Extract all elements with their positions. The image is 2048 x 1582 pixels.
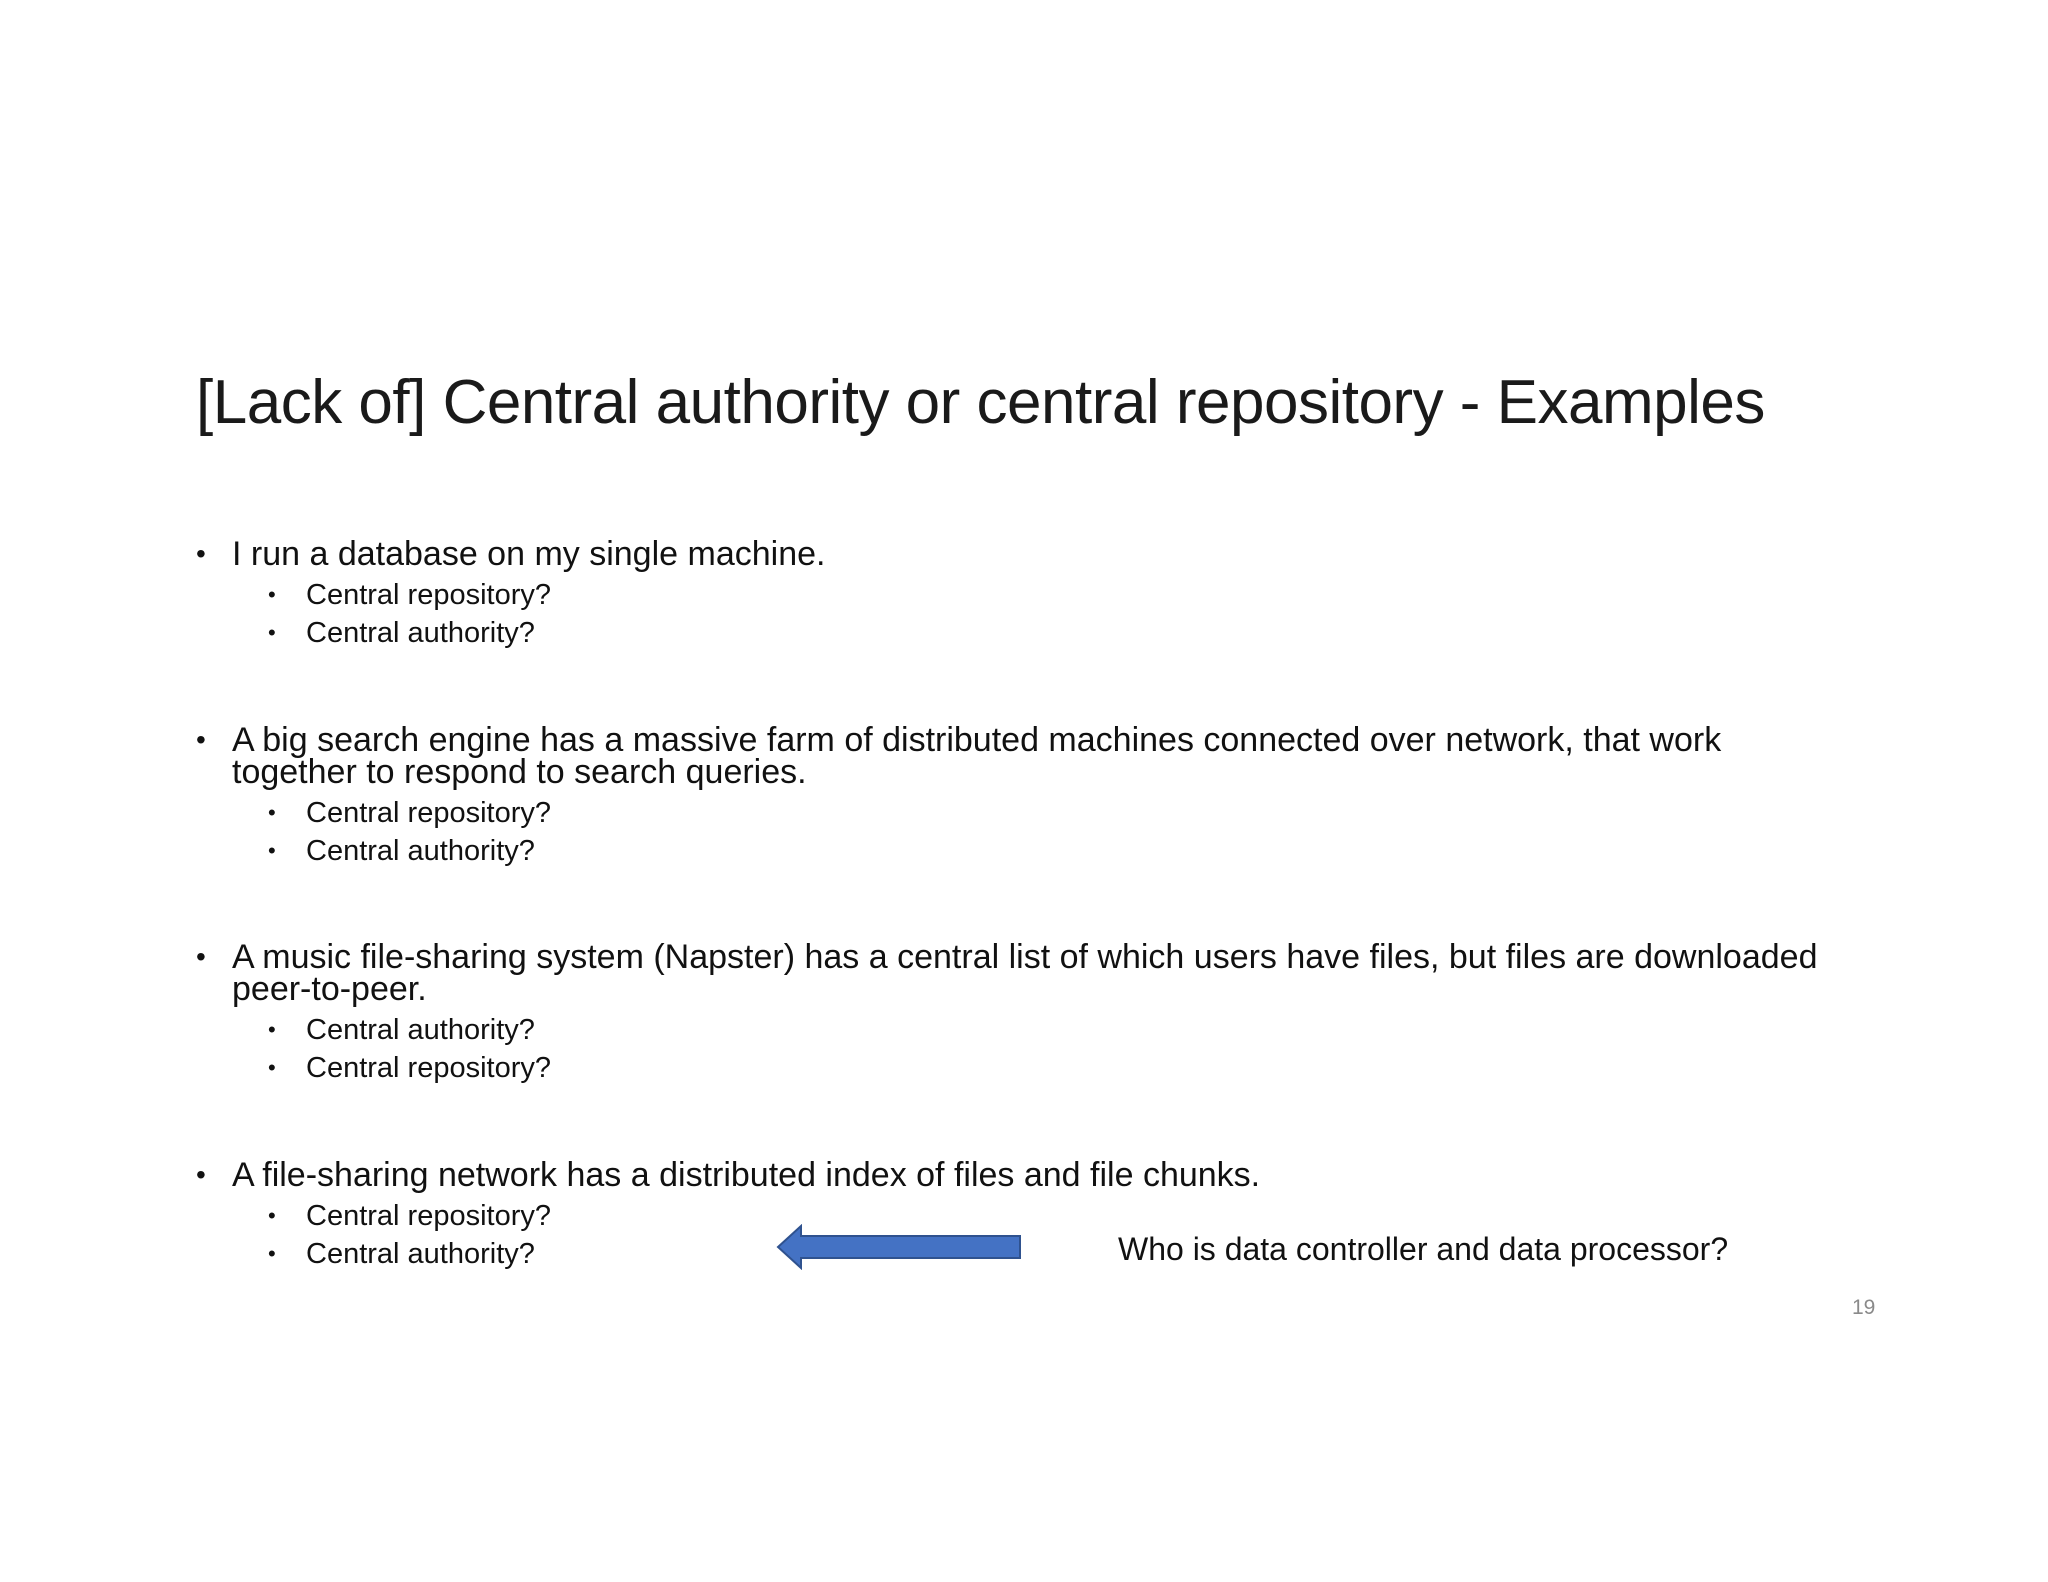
sub-bullet-item: [196, 1049, 1836, 1087]
bullet-dot: •: [196, 941, 206, 972]
bullet-dot: •: [196, 1159, 206, 1190]
bullet-text: A big search engine has a massive farm of distributed machines connected over network, that work together to respond to search queries.: [232, 721, 1722, 791]
sub-bullet-item: [196, 832, 1836, 870]
sub-bullet-dot: •: [268, 1241, 276, 1266]
sub-bullet-list: [196, 576, 1836, 652]
sub-bullet-text: Central authority?: [306, 1238, 535, 1270]
sub-bullet-list: [196, 1011, 1836, 1087]
sub-bullet-dot: •: [268, 1017, 276, 1042]
slide-title: [Lack of] Central authority or central repository - Examples: [196, 368, 1765, 437]
sub-bullet-text: Central authority?: [306, 835, 535, 867]
sub-bullet-dot: •: [268, 800, 276, 825]
sub-bullet-dot: •: [268, 582, 276, 607]
sub-bullet-dot: •: [268, 838, 276, 863]
callout-text: Who is data controller and data processor?: [1118, 1231, 1729, 1267]
bullet-item: [196, 535, 1836, 652]
bullet-item: [196, 938, 1836, 1087]
bullet-text: I run a database on my single machine.: [232, 535, 826, 573]
sub-bullet-text: Central authority?: [306, 617, 535, 649]
bullet-dot: •: [196, 724, 206, 755]
sub-bullet-item: [196, 614, 1836, 652]
sub-bullet-item: [196, 794, 1836, 832]
bullet-item: [196, 721, 1836, 870]
page-number: 19: [1852, 1296, 1876, 1319]
sub-bullet-list: [196, 794, 1836, 870]
sub-bullet-dot: •: [268, 1203, 276, 1228]
sub-bullet-text: Central repository?: [306, 797, 551, 829]
bullet-dot: •: [196, 538, 206, 569]
left-arrow-icon: [776, 1224, 1022, 1270]
sub-bullet-text: Central repository?: [306, 1200, 551, 1232]
sub-bullet-text: Central repository?: [306, 579, 551, 611]
sub-bullet-dot: •: [268, 620, 276, 645]
bullet-text: A music file-sharing system (Napster) has a central list of which users have files, but files are downloaded peer-to-peer.: [232, 938, 1818, 1008]
sub-bullet-item: [196, 1011, 1836, 1049]
sub-bullet-item: [196, 576, 1836, 614]
sub-bullet-dot: •: [268, 1055, 276, 1080]
sub-bullet-text: Central repository?: [306, 1052, 551, 1084]
bullet-text: A file-sharing network has a distributed index of files and file chunks.: [232, 1156, 1261, 1194]
sub-bullet-text: Central authority?: [306, 1014, 535, 1046]
